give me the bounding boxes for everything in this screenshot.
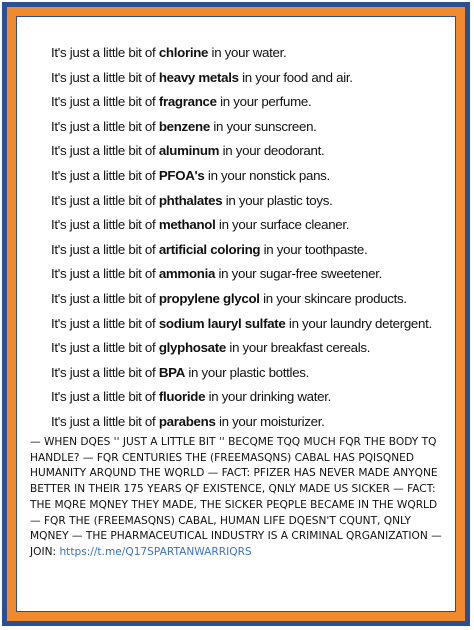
list-item (51, 213, 451, 238)
line-prefix: It's just a little bit of (51, 217, 159, 233)
list-item (51, 41, 451, 66)
orange-border (7, 7, 465, 621)
line-prefix: It's just a little bit of (51, 69, 159, 85)
line-prefix: It's just a little bit of (51, 290, 159, 306)
line-keyword: benzene (158, 118, 210, 134)
line-prefix: It's just a little bit of (51, 266, 159, 282)
lines-list (51, 41, 451, 435)
content-panel (16, 16, 456, 612)
list-item (51, 385, 451, 410)
line-prefix: It's just a little bit of (51, 389, 159, 405)
line-prefix: It's just a little bit of (51, 241, 159, 257)
caption-text: — WHEN DQES '' JUST A LITTLE BIT '' BECQME TQQ MUCH FQR THE BODY TQ HANDLE? — FQR CENTURIES THE (FREEMASQNS) CABAL HAS PQISQNED HUMANITY ARQUND THE WQRLD — FACT: PFIZER HAS NEVER MADE ANYQNE BETTER IN THEIR 175 YEARS QF EXISTENCE, QNLY MADE US SICKER — FACT: THE MQRE MQNEY THEY MADE, THE SICKER PEQPLE BECAME IN THE WQRLD — FQR THE (FREEMASQNS) CABAL, HUMAN LIFE DQESN'T CQUNT, QNLY MQNEY — THE PHARMACEUTICAL INDUSTRY IS A CRIMINAL QRGANIZATION — JOIN: (30, 436, 442, 558)
line-keyword: fragrance (158, 94, 217, 110)
line-keyword: methanol (158, 217, 216, 233)
line-suffix: in your plastic bottles. (185, 364, 310, 380)
line-prefix: It's just a little bit of (51, 192, 159, 208)
list-item (51, 115, 451, 140)
list-item (51, 90, 451, 115)
line-suffix: in your deodorant. (219, 143, 325, 159)
line-suffix: in your plastic toys. (222, 192, 333, 208)
line-prefix: It's just a little bit of (51, 413, 159, 429)
line-keyword: ammonia (158, 266, 216, 282)
list-item (51, 410, 451, 435)
line-prefix: It's just a little bit of (51, 94, 159, 110)
line-prefix: It's just a little bit of (51, 118, 159, 134)
line-keyword: fluoride (158, 389, 206, 405)
line-suffix: in your perfume. (216, 94, 312, 110)
line-keyword: PFOA's (158, 167, 205, 183)
line-suffix: in your sunscreen. (209, 118, 317, 134)
line-prefix: It's just a little bit of (51, 315, 159, 331)
line-suffix: in your breakfast cereals. (226, 340, 371, 356)
line-keyword: heavy metals (158, 69, 239, 85)
list-item (51, 238, 451, 263)
line-keyword: glyphosate (158, 340, 227, 356)
list-item (51, 139, 451, 164)
list-item (51, 361, 451, 386)
list-item (51, 66, 451, 91)
list-item (51, 312, 451, 337)
line-suffix: in your food and air. (238, 69, 353, 85)
line-keyword: propylene glycol (158, 290, 260, 306)
content (17, 17, 455, 611)
list-item (51, 336, 451, 361)
list-item (51, 287, 451, 312)
line-keyword: artificial coloring (158, 241, 261, 257)
list-item (51, 164, 451, 189)
line-keyword: phthalates (158, 192, 223, 208)
line-suffix: in your surface cleaner. (215, 217, 350, 233)
line-suffix: in your sugar-free sweetener. (215, 266, 382, 282)
list-item (51, 189, 451, 214)
line-suffix: in your nonstick pans. (204, 167, 330, 183)
list-item (51, 262, 451, 287)
line-prefix: It's just a little bit of (51, 364, 159, 380)
caption-paragraph (30, 435, 450, 561)
telegram-link[interactable]: https://t.me/Q17SPARTANWARRIQRS (59, 545, 252, 558)
line-keyword: chlorine (158, 45, 209, 60)
line-keyword: sodium lauryl sulfate (158, 315, 286, 331)
line-suffix: in your drinking water. (205, 389, 332, 405)
line-suffix: in your laundry detergent. (285, 315, 432, 331)
outer-frame (2, 2, 470, 626)
line-suffix: in your moisturizer. (215, 413, 325, 429)
line-prefix: It's just a little bit of (51, 143, 159, 159)
line-suffix: in your water. (208, 45, 287, 60)
line-prefix: It's just a little bit of (51, 340, 159, 356)
line-suffix: in your toothpaste. (260, 241, 368, 257)
line-keyword: parabens (158, 413, 216, 429)
line-keyword: aluminum (158, 143, 220, 159)
line-suffix: in your skincare products. (259, 290, 407, 306)
line-prefix: It's just a little bit of (51, 45, 159, 60)
line-keyword: BPA (158, 364, 185, 380)
line-prefix: It's just a little bit of (51, 167, 159, 183)
